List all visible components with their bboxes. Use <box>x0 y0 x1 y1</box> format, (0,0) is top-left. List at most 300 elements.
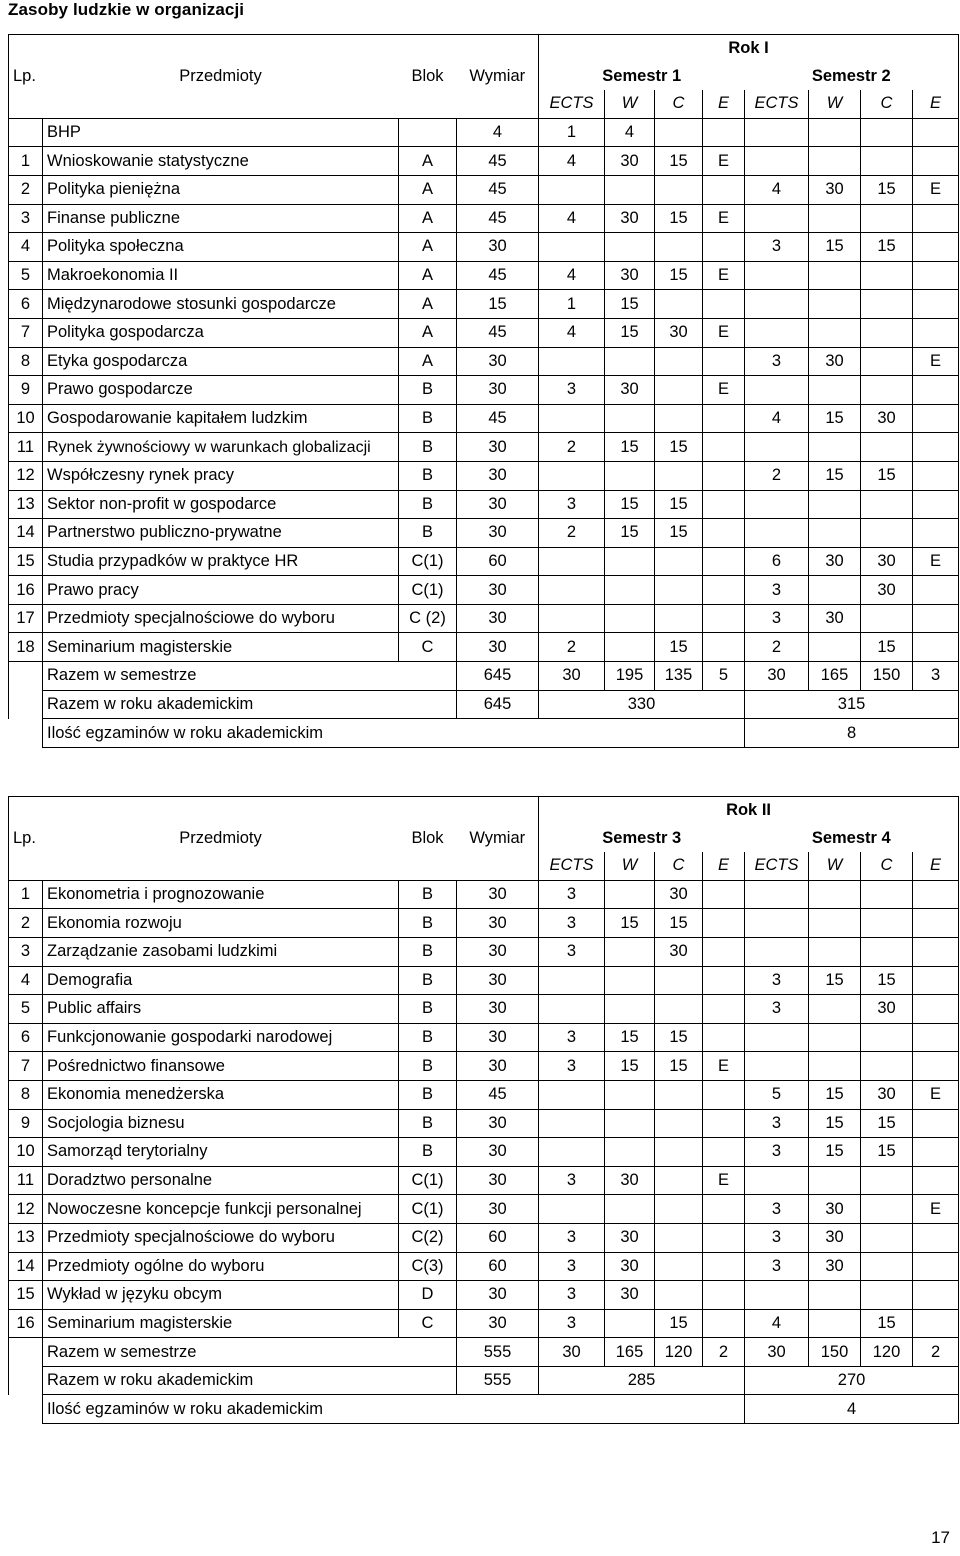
study-plan-table-year-2 <box>8 796 959 1424</box>
row-s1-c <box>655 576 703 605</box>
exams-count: 8 <box>745 719 959 748</box>
row-s2-e <box>913 1252 959 1281</box>
row-s2-ects <box>745 204 809 233</box>
row-s1-w <box>605 937 655 966</box>
row-lp: 9 <box>9 1109 43 1138</box>
table-row <box>9 461 959 490</box>
row-lp: 7 <box>9 318 43 347</box>
row-s1-c <box>655 1138 703 1167</box>
row-s2-ects: 3 <box>745 1223 809 1252</box>
row-s1-w <box>605 347 655 376</box>
row-s2-ects: 4 <box>745 404 809 433</box>
row-s1-c: 15 <box>655 909 703 938</box>
row-s2-e <box>913 404 959 433</box>
row-s2-e <box>913 461 959 490</box>
summary-value: 30 <box>539 662 605 691</box>
summary-row-semester <box>9 1338 959 1367</box>
header-e: E <box>913 852 959 880</box>
row-s2-w <box>809 261 861 290</box>
row-s2-c <box>861 909 913 938</box>
header-blank <box>43 852 399 880</box>
row-s2-ects <box>745 261 809 290</box>
row-s1-ects <box>539 547 605 576</box>
row-s2-c <box>861 347 913 376</box>
row-s1-e: E <box>703 147 745 176</box>
row-s1-c: 15 <box>655 1052 703 1081</box>
row-lp <box>9 118 43 147</box>
table-row <box>9 376 959 405</box>
header-blank <box>399 852 457 880</box>
row-s1-ects <box>539 233 605 262</box>
summary-value: 135 <box>655 662 703 691</box>
row-subject: BHP <box>43 118 399 147</box>
table-row <box>9 909 959 938</box>
row-s2-ects <box>745 376 809 405</box>
row-subject: Gospodarowanie kapitałem ludzkim <box>43 404 399 433</box>
row-s1-w: 30 <box>605 1281 655 1310</box>
row-s1-e <box>703 547 745 576</box>
row-s2-ects: 3 <box>745 995 809 1024</box>
row-s2-w: 30 <box>809 347 861 376</box>
table-row <box>9 576 959 605</box>
row-s1-ects: 3 <box>539 490 605 519</box>
row-blok: A <box>399 261 457 290</box>
table-row <box>9 290 959 319</box>
row-s1-c <box>655 118 703 147</box>
row-wymiar: 30 <box>457 490 539 519</box>
summary-row-semester <box>9 662 959 691</box>
row-s2-c: 30 <box>861 1080 913 1109</box>
row-s2-w <box>809 519 861 548</box>
row-s2-c: 15 <box>861 461 913 490</box>
row-subject: Studia przypadków w praktyce HR <box>43 547 399 576</box>
row-s2-ects <box>745 147 809 176</box>
row-wymiar: 30 <box>457 995 539 1024</box>
year-header: Rok II <box>539 797 959 825</box>
row-s1-w <box>605 1080 655 1109</box>
row-s1-e <box>703 233 745 262</box>
table-row <box>9 1281 959 1310</box>
header-e: E <box>913 90 959 118</box>
row-s2-c: 15 <box>861 175 913 204</box>
header-ects: ECTS <box>745 852 809 880</box>
table-row <box>9 233 959 262</box>
row-s1-ects: 2 <box>539 519 605 548</box>
row-s1-e <box>703 1252 745 1281</box>
row-s2-ects: 3 <box>745 1109 809 1138</box>
row-s1-ects: 2 <box>539 633 605 662</box>
table-row <box>9 261 959 290</box>
row-wymiar: 30 <box>457 633 539 662</box>
summary-wymiar: 645 <box>457 690 539 719</box>
row-subject: Samorząd terytorialny <box>43 1138 399 1167</box>
row-s2-ects <box>745 519 809 548</box>
summary-value: 3 <box>913 662 959 691</box>
row-s1-c: 30 <box>655 937 703 966</box>
row-wymiar: 30 <box>457 880 539 909</box>
row-s2-e: E <box>913 347 959 376</box>
row-s2-c <box>861 490 913 519</box>
row-s2-w <box>809 376 861 405</box>
table-row <box>9 1166 959 1195</box>
row-s2-w <box>809 1023 861 1052</box>
row-s2-ects <box>745 1052 809 1081</box>
row-wymiar: 30 <box>457 376 539 405</box>
row-s2-ects: 6 <box>745 547 809 576</box>
row-lp: 12 <box>9 1195 43 1224</box>
row-s2-ects <box>745 490 809 519</box>
row-wymiar: 30 <box>457 519 539 548</box>
table-row <box>9 966 959 995</box>
row-s2-c: 30 <box>861 576 913 605</box>
row-blok: C(1) <box>399 547 457 576</box>
row-wymiar: 30 <box>457 233 539 262</box>
row-s2-w <box>809 290 861 319</box>
row-s1-e <box>703 966 745 995</box>
row-s1-w: 30 <box>605 204 655 233</box>
row-s2-w <box>809 937 861 966</box>
row-s1-c: 15 <box>655 490 703 519</box>
row-s2-c <box>861 433 913 462</box>
row-s1-c <box>655 1281 703 1310</box>
row-s2-e <box>913 633 959 662</box>
row-s1-e <box>703 995 745 1024</box>
row-s1-c <box>655 1166 703 1195</box>
header-ects: ECTS <box>539 852 605 880</box>
row-s2-c: 15 <box>861 1138 913 1167</box>
row-s1-c <box>655 175 703 204</box>
row-s2-ects: 3 <box>745 347 809 376</box>
row-lp: 14 <box>9 519 43 548</box>
row-s2-c <box>861 204 913 233</box>
row-wymiar: 30 <box>457 1052 539 1081</box>
row-lp: 15 <box>9 1281 43 1310</box>
table-row <box>9 1138 959 1167</box>
row-s1-ects: 3 <box>539 1052 605 1081</box>
row-wymiar: 15 <box>457 290 539 319</box>
row-s2-ects: 3 <box>745 604 809 633</box>
header-row-year <box>9 35 959 63</box>
row-s2-e: E <box>913 175 959 204</box>
row-s2-w: 30 <box>809 604 861 633</box>
summary-value: 2 <box>913 1338 959 1367</box>
header-przedmioty: Przedmioty <box>179 66 262 85</box>
table-row <box>9 1023 959 1052</box>
row-s1-w: 15 <box>605 433 655 462</box>
row-s1-w <box>605 233 655 262</box>
table-row <box>9 318 959 347</box>
summary-blank <box>9 1366 43 1395</box>
row-subject: Sektor non-profit w gospodarce <box>43 490 399 519</box>
summary-label: Razem w semestrze <box>43 662 457 691</box>
row-s2-e <box>913 376 959 405</box>
table-row <box>9 1195 959 1224</box>
row-s1-e <box>703 1109 745 1138</box>
table-row <box>9 147 959 176</box>
row-lp: 8 <box>9 1080 43 1109</box>
row-s2-ects <box>745 1166 809 1195</box>
row-s2-e <box>913 880 959 909</box>
row-s2-c <box>861 1023 913 1052</box>
table-row <box>9 937 959 966</box>
row-blok: B <box>399 461 457 490</box>
row-s1-e <box>703 1223 745 1252</box>
table-row <box>9 633 959 662</box>
row-subject: Przedmioty specjalnościowe do wyboru <box>43 1223 399 1252</box>
row-lp: 13 <box>9 490 43 519</box>
semester-b-header: Semestr 4 <box>745 825 959 853</box>
row-blok: A <box>399 290 457 319</box>
summary-value: 150 <box>809 1338 861 1367</box>
row-s2-ects: 5 <box>745 1080 809 1109</box>
row-lp: 5 <box>9 261 43 290</box>
row-subject: Przedmioty specjalnościowe do wyboru <box>43 604 399 633</box>
row-s1-c: 15 <box>655 261 703 290</box>
row-s1-w: 15 <box>605 909 655 938</box>
row-blok: A <box>399 204 457 233</box>
row-s2-c <box>861 1281 913 1310</box>
table-row <box>9 604 959 633</box>
summary-label: Razem w semestrze <box>43 1338 457 1367</box>
header-blank <box>43 797 399 825</box>
row-blok: B <box>399 966 457 995</box>
semester-a-header: Semestr 1 <box>539 63 745 91</box>
row-s2-e <box>913 1052 959 1081</box>
row-s2-ects: 4 <box>745 1309 809 1338</box>
row-s1-ects <box>539 966 605 995</box>
summary-semester-a-total: 330 <box>539 690 745 719</box>
row-lp: 14 <box>9 1252 43 1281</box>
row-s1-w: 30 <box>605 261 655 290</box>
row-s2-c: 30 <box>861 995 913 1024</box>
row-subject: Wnioskowanie statystyczne <box>43 147 399 176</box>
row-lp: 5 <box>9 995 43 1024</box>
table-row <box>9 1052 959 1081</box>
row-s2-w: 15 <box>809 1080 861 1109</box>
row-wymiar: 4 <box>457 118 539 147</box>
row-lp: 11 <box>9 433 43 462</box>
row-s1-e: E <box>703 1052 745 1081</box>
summary-value: 120 <box>861 1338 913 1367</box>
row-lp: 17 <box>9 604 43 633</box>
row-s2-w: 15 <box>809 233 861 262</box>
row-blok: D <box>399 1281 457 1310</box>
row-lp: 8 <box>9 347 43 376</box>
row-wymiar: 30 <box>457 1281 539 1310</box>
row-s2-e: E <box>913 1080 959 1109</box>
page-title: Zasoby ludzkie w organizacji <box>8 0 245 19</box>
header-w: W <box>605 90 655 118</box>
row-wymiar: 30 <box>457 1023 539 1052</box>
row-subject: Makroekonomia II <box>43 261 399 290</box>
row-s2-c <box>861 318 913 347</box>
row-lp: 18 <box>9 633 43 662</box>
summary-value: 165 <box>809 662 861 691</box>
exams-label: Ilość egzaminów w roku akademickim <box>43 1395 745 1424</box>
header-blok: Blok <box>411 828 444 847</box>
row-s1-e <box>703 433 745 462</box>
row-s2-ects: 3 <box>745 1138 809 1167</box>
row-subject: Doradztwo personalne <box>43 1166 399 1195</box>
row-wymiar: 45 <box>457 175 539 204</box>
row-s2-e <box>913 995 959 1024</box>
row-wymiar: 30 <box>457 966 539 995</box>
row-s1-e <box>703 576 745 605</box>
row-s1-ects: 3 <box>539 1252 605 1281</box>
header-c: C <box>655 852 703 880</box>
study-plan-table-year-1 <box>8 34 959 748</box>
row-wymiar: 30 <box>457 433 539 462</box>
row-s1-ects: 3 <box>539 909 605 938</box>
row-wymiar: 45 <box>457 147 539 176</box>
row-s1-ects: 3 <box>539 1166 605 1195</box>
row-s1-w <box>605 880 655 909</box>
row-s1-ects: 4 <box>539 261 605 290</box>
row-s2-e <box>913 1109 959 1138</box>
row-s1-ects: 4 <box>539 318 605 347</box>
row-wymiar: 45 <box>457 261 539 290</box>
row-blok: A <box>399 233 457 262</box>
row-wymiar: 45 <box>457 204 539 233</box>
summary-value: 2 <box>703 1338 745 1367</box>
summary-label: Razem w roku akademickim <box>43 690 457 719</box>
table-row <box>9 433 959 462</box>
header-blank <box>399 35 457 63</box>
summary-value: 30 <box>539 1338 605 1367</box>
row-subject: Socjologia biznesu <box>43 1109 399 1138</box>
row-wymiar: 45 <box>457 318 539 347</box>
row-s2-ects <box>745 118 809 147</box>
row-blok: C (2) <box>399 604 457 633</box>
row-wymiar: 30 <box>457 1138 539 1167</box>
row-s2-w <box>809 490 861 519</box>
row-wymiar: 30 <box>457 576 539 605</box>
row-subject: Finanse publiczne <box>43 204 399 233</box>
summary-value: 30 <box>745 662 809 691</box>
row-s2-ects <box>745 937 809 966</box>
row-s1-e <box>703 1023 745 1052</box>
row-s2-c: 15 <box>861 233 913 262</box>
row-wymiar: 30 <box>457 347 539 376</box>
summary-value: 120 <box>655 1338 703 1367</box>
row-blok: B <box>399 1080 457 1109</box>
row-subject: Seminarium magisterskie <box>43 633 399 662</box>
row-s2-ects: 3 <box>745 233 809 262</box>
row-s2-w <box>809 318 861 347</box>
row-s2-e <box>913 519 959 548</box>
row-s1-c: 15 <box>655 433 703 462</box>
row-s1-e <box>703 519 745 548</box>
row-s2-ects <box>745 433 809 462</box>
year-header: Rok I <box>539 35 959 63</box>
row-subject: Polityka gospodarcza <box>43 318 399 347</box>
row-s2-e <box>913 966 959 995</box>
row-s1-w <box>605 1138 655 1167</box>
row-s2-e: E <box>913 1195 959 1224</box>
row-subject: Rynek żywnościowy w warunkach globalizacji <box>43 433 399 462</box>
row-s2-c <box>861 376 913 405</box>
row-wymiar: 45 <box>457 1080 539 1109</box>
row-subject: Nowoczesne koncepcje funkcji personalnej <box>43 1195 399 1224</box>
summary-row-exams <box>9 719 959 748</box>
summary-semester-b-total: 270 <box>745 1366 959 1395</box>
row-wymiar: 30 <box>457 604 539 633</box>
row-s2-w: 30 <box>809 547 861 576</box>
row-s1-w <box>605 1195 655 1224</box>
row-s2-e <box>913 1166 959 1195</box>
row-s2-ects: 3 <box>745 1252 809 1281</box>
row-s2-w <box>809 118 861 147</box>
row-wymiar: 60 <box>457 547 539 576</box>
summary-wymiar: 555 <box>457 1366 539 1395</box>
row-blok: C <box>399 1309 457 1338</box>
header-w: W <box>809 90 861 118</box>
row-s1-ects <box>539 1080 605 1109</box>
row-s1-c: 30 <box>655 880 703 909</box>
header-blank <box>457 35 539 63</box>
row-s2-e <box>913 1281 959 1310</box>
row-lp: 16 <box>9 1309 43 1338</box>
row-s2-e <box>913 261 959 290</box>
row-s2-c <box>861 1166 913 1195</box>
row-s2-e <box>913 290 959 319</box>
row-blok: B <box>399 1138 457 1167</box>
row-lp: 11 <box>9 1166 43 1195</box>
row-subject: Wykład w języku obcym <box>43 1281 399 1310</box>
row-s1-e <box>703 1195 745 1224</box>
row-s1-w <box>605 1309 655 1338</box>
header-blank <box>9 852 43 880</box>
row-s1-c <box>655 233 703 262</box>
row-subject: Ekonomia rozwoju <box>43 909 399 938</box>
row-s1-ects <box>539 576 605 605</box>
row-s1-c <box>655 1223 703 1252</box>
row-s1-c: 15 <box>655 204 703 233</box>
page-number: 17 <box>931 1528 950 1547</box>
row-blok: B <box>399 376 457 405</box>
row-subject: Etyka gospodarcza <box>43 347 399 376</box>
row-s1-e <box>703 1138 745 1167</box>
header-blok: Blok <box>411 66 444 85</box>
row-s1-w: 15 <box>605 318 655 347</box>
row-s1-ects: 3 <box>539 937 605 966</box>
row-subject: Seminarium magisterskie <box>43 1309 399 1338</box>
row-blok: B <box>399 1109 457 1138</box>
row-s2-w: 15 <box>809 1138 861 1167</box>
row-s2-ects: 2 <box>745 633 809 662</box>
row-s1-w: 30 <box>605 1166 655 1195</box>
summary-value: 5 <box>703 662 745 691</box>
table-row <box>9 1080 959 1109</box>
row-lp: 10 <box>9 404 43 433</box>
table-row <box>9 1223 959 1252</box>
row-s1-e <box>703 118 745 147</box>
row-s1-e: E <box>703 204 745 233</box>
row-blok: C(1) <box>399 1166 457 1195</box>
row-s2-c: 15 <box>861 1109 913 1138</box>
row-s2-c: 15 <box>861 966 913 995</box>
row-blok: C(1) <box>399 1195 457 1224</box>
row-s2-c: 15 <box>861 1309 913 1338</box>
row-s2-c: 15 <box>861 633 913 662</box>
row-s1-c <box>655 1109 703 1138</box>
row-subject: Zarządzanie zasobami ludzkimi <box>43 937 399 966</box>
header-c: C <box>861 852 913 880</box>
row-s2-e <box>913 1309 959 1338</box>
row-s1-e: E <box>703 376 745 405</box>
row-s1-w: 15 <box>605 1052 655 1081</box>
header-blank <box>457 90 539 118</box>
